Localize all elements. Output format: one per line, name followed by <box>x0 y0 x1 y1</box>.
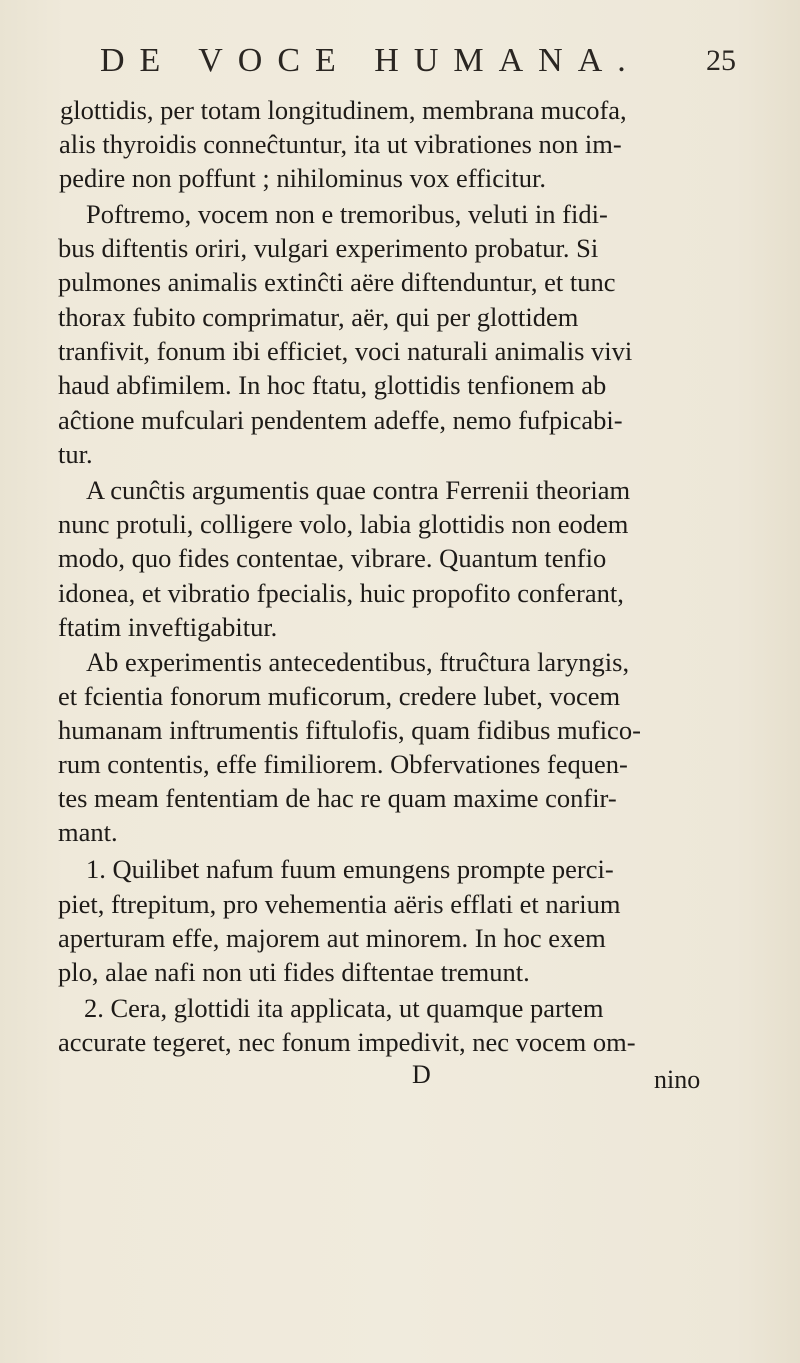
running-title: DE VOCE HUMANA. <box>100 42 641 79</box>
text-line: tes meam fententiam de hac re quam maxime confir- <box>58 783 617 813</box>
text-line: ftatim inveftigabitur. <box>58 612 278 642</box>
text-line: mant. <box>58 817 118 847</box>
text-line: modo, quo fides contentae, vibrare. Quantum tenfio <box>58 543 607 573</box>
text-line: piet, ftrepitum, pro vehementia aëris efflati et narium <box>58 889 621 919</box>
text-line: tur. <box>58 439 93 469</box>
text-line: plo, alae nafi non uti fides diftentae tremunt. <box>58 957 530 987</box>
text-line: aperturam effe, majorem aut minorem. In hoc exem <box>58 923 606 953</box>
text-line: 1. Quilibet nafum fuum emungens prompte perci- <box>86 854 614 884</box>
text-line: Poftremo, vocem non e tremoribus, veluti in fidi- <box>86 199 608 229</box>
text-line: rum contentis, effe fimiliorem. Obfervationes fequen- <box>58 749 628 779</box>
text-line: tranfivit, fonum ibi efficiet, voci naturali animalis vivi <box>58 336 633 366</box>
text-line: Ab experimentis antecedentibus, ftruĉtura laryngis, <box>86 647 630 677</box>
text-line: humanam inftrumentis fiftulofis, quam fidibus mufico- <box>58 715 641 745</box>
text-line: aĉtione mufculari pendentem adeffe, nemo fufpicabi- <box>58 405 623 435</box>
text-line: idonea, et vibratio fpecialis, huic propofito conferant, <box>58 578 624 608</box>
text-line: pedire non poffunt ; nihilominus vox efficitur. <box>59 163 547 193</box>
text-line: et fcientia fonorum muficorum, credere lubet, vocem <box>58 681 621 711</box>
text-line: haud abfimilem. In hoc ftatu, glottidis tenfionem ab <box>58 370 607 400</box>
text-line: alis thyroidis conneĉtuntur, ita ut vibrationes non im- <box>59 129 622 159</box>
text-line: 2. Cera, glottidi ita applicata, ut quamque partem <box>84 993 604 1023</box>
catchword: nino <box>654 1065 701 1094</box>
text-line: thorax fubito comprimatur, aër, qui per glottidem <box>58 302 579 332</box>
page-header <box>0 42 800 82</box>
text-line: glottidis, per totam longitudinem, membrana mucofa, <box>60 95 627 125</box>
text-line: bus diftentis oriri, vulgari experimento probatur. Si <box>58 233 599 263</box>
page-number: 25 <box>706 44 736 77</box>
text-line: accurate tegeret, nec fonum impedivit, nec vocem om- <box>58 1027 636 1057</box>
text-line: nunc protuli, colligere volo, labia glottidis non eodem <box>58 509 629 539</box>
signature-mark: D <box>412 1060 431 1089</box>
text-line: pulmones animalis extinĉti aëre diftenduntur, et tunc <box>58 267 616 297</box>
text-line: A cunĉtis argumentis quae contra Ferrenii theoriam <box>86 475 631 505</box>
